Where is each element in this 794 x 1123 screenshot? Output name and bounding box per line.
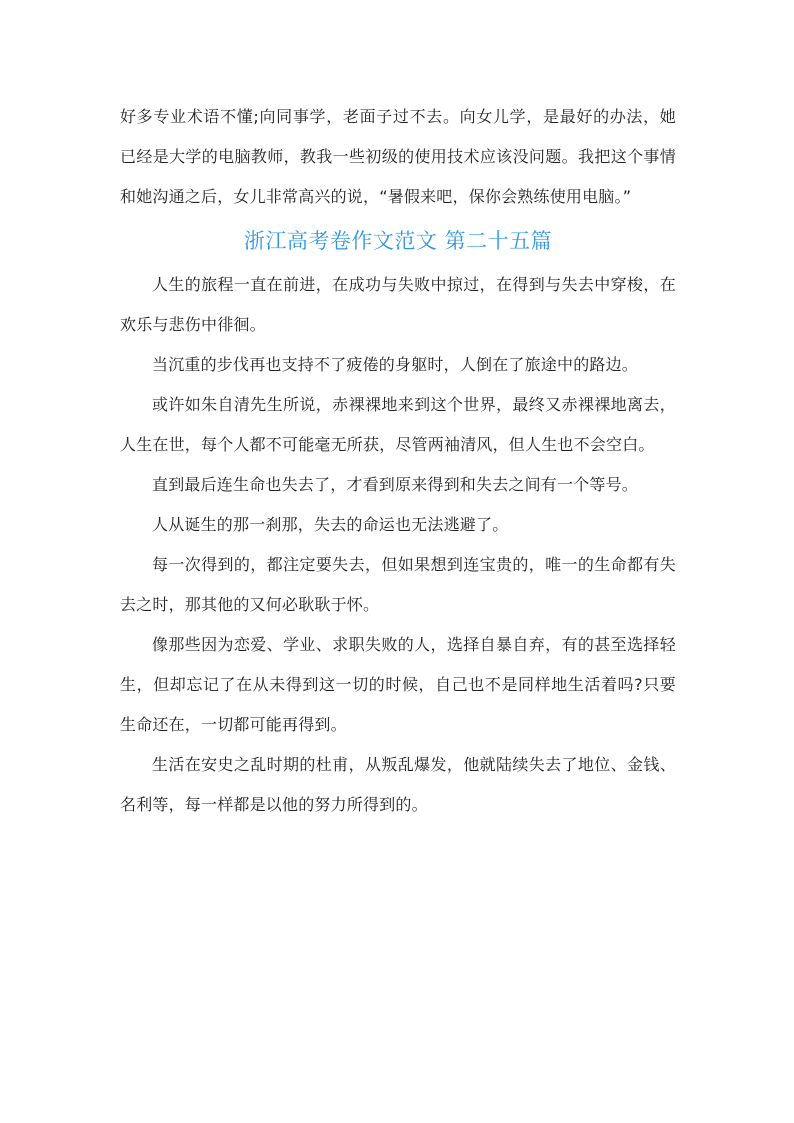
article-title: 浙江高考卷作文范文 第二十五篇 [243, 229, 553, 253]
article-paragraph-6: 每一次得到的，都注定要失去，但如果想到连宝贵的，唯一的生命都有失去之时，那其他的又何必耿耿于怀。 [120, 555, 676, 614]
article-paragraph-1: 人生的旅程一直在前进，在成功与失败中掠过，在得到与失去中穿梭，在欢乐与悲伤中徘徊。 [120, 275, 676, 334]
article-paragraph-2: 当沉重的步伐再也支持不了疲倦的身躯时，人倒在了旅途中的路边。 [152, 355, 639, 374]
intro-paragraph: 好多专业术语不懂;向同事学，老面子过不去。向女儿学，是最好的办法，她已经是大学的电脑教师，教我一些初级的使用技术应该没问题。我把这个事情和她沟通之后，女儿非常高兴的说，“暑假来吧，保你会熟练使用电脑。” [120, 107, 676, 206]
article-paragraph-3: 或许如朱自清先生所说，赤裸裸地来到这个世界，最终又赤裸裸地离去，人生在世，每个人都不可能毫无所获，尽管两袖清风，但人生也不会空白。 [120, 395, 676, 454]
article-paragraph-4: 直到最后连生命也失去了，才看到原来得到和失去之间有一个等号。 [152, 475, 639, 494]
document-page [120, 97, 676, 825]
article-paragraph-7: 像那些因为恋爱、学业、求职失败的人，选择自暴自弃，有的甚至选择轻生，但却忘记了在从未得到这一切的时候，自己也不是同样地生活着吗?只要生命还在，一切都可能再得到。 [120, 635, 676, 734]
article-paragraph-8: 生活在安史之乱时期的杜甫，从叛乱爆发，他就陆续失去了地位、金钱、名利等，每一样都是以他的努力所得到的。 [120, 755, 676, 814]
article-paragraph-5: 人从诞生的那一刹那，失去的命运也无法逃避了。 [152, 515, 509, 534]
